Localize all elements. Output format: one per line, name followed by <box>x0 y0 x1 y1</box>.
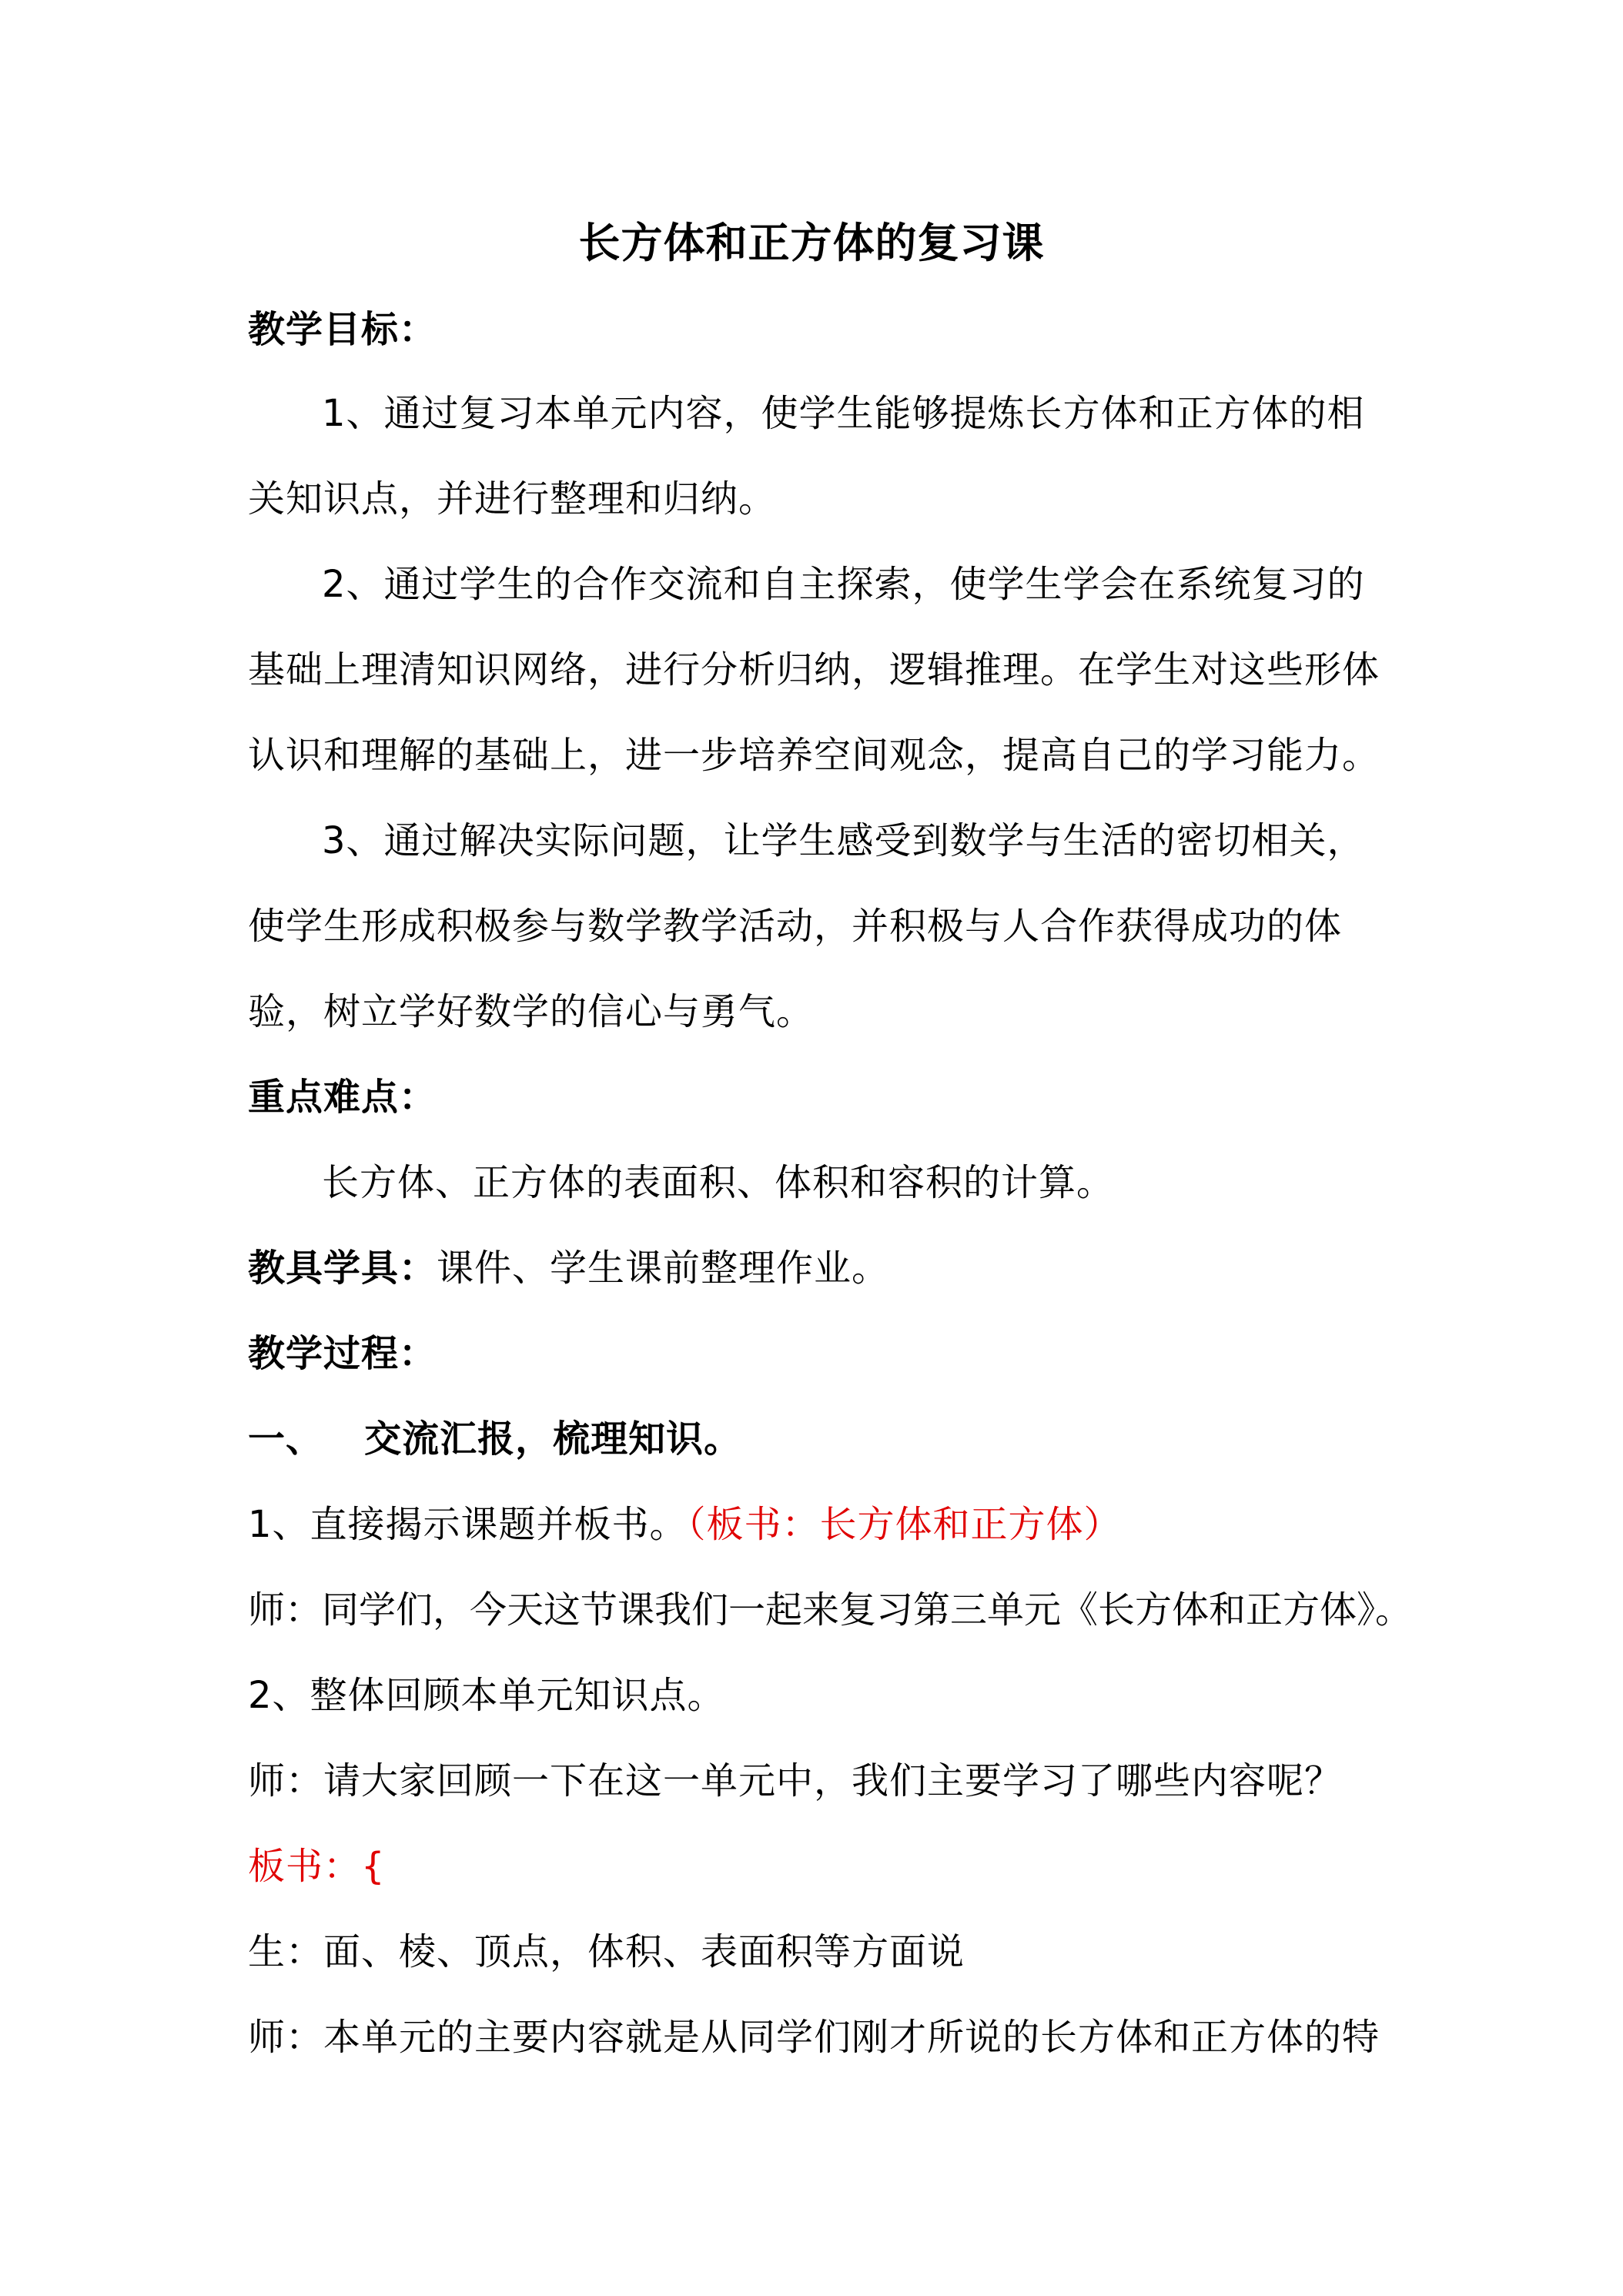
board-note-2: 板书：{ <box>248 1845 386 1888</box>
goal-1-line-2: 关知识点，并进行整理和归纳。 <box>248 477 777 520</box>
teacher-line-1: 师：同学们，今天这节课我们一起来复习第三单元《长方体和正方体》。 <box>248 1588 1413 1632</box>
key-points-heading: 重点难点： <box>248 1076 437 1119</box>
key-points-text: 长方体、正方体的表面积、体积和容积的计算。 <box>322 1161 1115 1204</box>
goals-heading: 教学目标： <box>248 308 437 351</box>
tools-heading: 教具学具： <box>248 1247 437 1290</box>
process-heading: 教学过程： <box>248 1332 437 1375</box>
goal-3-line-2: 使学生形成积极参与数学教学活动，并积极与人合作获得成功的体 <box>248 905 1343 948</box>
tools-text: 课件、学生课前整理作业。 <box>437 1247 890 1290</box>
goal-3-line-3: 验，树立学好数学的信心与勇气。 <box>248 990 815 1033</box>
goal-1-line-1: 1、通过复习本单元内容，使学生能够提炼长方体和正方体的相 <box>322 392 1365 435</box>
goal-2-line-3: 认识和理解的基础上，进一步培养空间观念，提高自己的学习能力。 <box>248 734 1380 777</box>
teacher-line-3: 师：本单元的主要内容就是从同学们刚才所说的长方体和正方体的特 <box>248 2016 1380 2059</box>
student-line-1: 生：面、棱、顶点，体积、表面积等方面说 <box>248 1930 965 1973</box>
document-title: 长方体和正方体的复习课 <box>578 219 1045 267</box>
step-1-board-note: （板书：长方体和正方体） <box>687 1503 1122 1546</box>
teacher-line-2: 师：请大家回顾一下在这一单元中，我们主要学习了哪些内容呢？ <box>248 1759 1343 1802</box>
goal-2-line-2: 基础上理清知识网络，进行分析归纳，逻辑推理。在学生对这些形体 <box>248 648 1380 691</box>
step-2-line: 2、整体回顾本单元知识点。 <box>248 1674 725 1717</box>
step-1-line <box>248 1501 1122 1548</box>
goal-3-line-1: 3、通过解决实际问题，让学生感受到数学与生活的密切相关， <box>322 819 1365 862</box>
section-1-heading: 一、 交流汇报，梳理知识。 <box>248 1417 742 1461</box>
tools-line <box>248 1245 889 1291</box>
goal-2-line-1: 2、通过学生的合作交流和自主探索，使学生学会在系统复习的 <box>322 563 1365 606</box>
step-1-text: 1、直接揭示课题并板书。 <box>248 1503 688 1546</box>
